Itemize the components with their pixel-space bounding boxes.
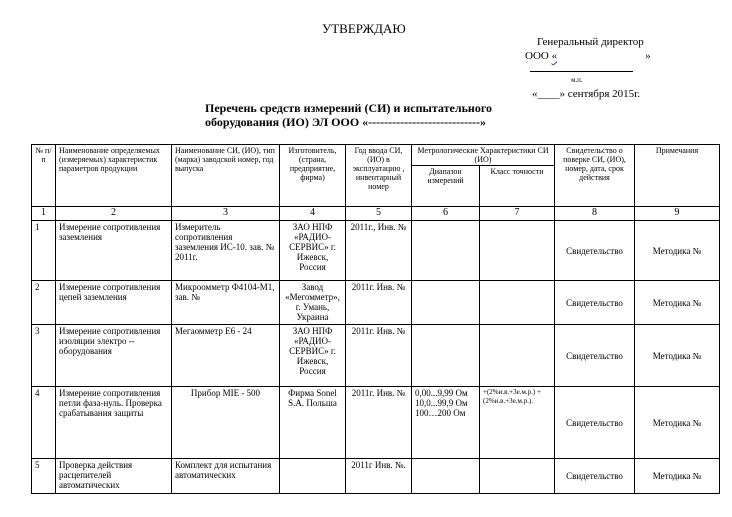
- approval-date: [532, 88, 640, 100]
- row-manufacturer: ЗАО НПФ «РАДИО-СЕРВИС» г. Ижевск, Россия: [280, 325, 346, 387]
- row-year: 2011г. Инв. №: [346, 325, 412, 387]
- header-notes: Примечания: [635, 145, 720, 207]
- row-range: [412, 221, 480, 281]
- row-range: [412, 281, 480, 325]
- row-notes: Методика №: [635, 221, 720, 281]
- row-manufacturer: Фирма Sonel S.A. Польша: [280, 387, 346, 459]
- header-certificate: Свидетельство о поверке СИ, (ИО), номер, дата, срок действия: [555, 145, 635, 207]
- header-manufacturer: Изготовитель, (страна, предприятие, фирма): [280, 145, 346, 207]
- company-prefix: ООО: [525, 50, 549, 62]
- row-notes: Методика №: [635, 387, 720, 459]
- row-manufacturer: ЗАО НПФ «РАДИО-СЕРВИС» г. Ижевск, Россия: [280, 221, 346, 281]
- row-accuracy: [480, 459, 555, 494]
- header-metrology: Метрологические Характеристики СИ (ИО): [412, 145, 555, 166]
- row-manufacturer: [280, 459, 346, 494]
- col-number: 7: [480, 207, 555, 221]
- director-position: Генеральный директор: [537, 36, 644, 48]
- header-num: № п/п: [32, 145, 56, 207]
- stamp-label: м.п.: [571, 76, 583, 84]
- row-manufacturer: Завод «Мегомметр», г. Умань, Украина: [280, 281, 346, 325]
- row-range: [412, 459, 480, 494]
- row-instrument: Прибор MIE - 500: [172, 387, 280, 459]
- row-accuracy: [480, 325, 555, 387]
- row-num: 5: [32, 459, 56, 494]
- col-number: 9: [635, 207, 720, 221]
- row-instrument: Мегаомметр Е6 - 24: [172, 325, 280, 387]
- company-line: [525, 50, 651, 62]
- company-open-quote: «: [551, 50, 558, 62]
- row-year: 2011г. Инв. №: [346, 387, 412, 459]
- company-close-quote: »: [645, 50, 651, 62]
- date-text: сентября 2015г.: [567, 88, 641, 100]
- header-instrument: Наименование СИ, (ИО), тип (марка) заводской номер, год выпуска: [172, 145, 280, 207]
- row-range: [412, 325, 480, 387]
- row-year: 2011г Инв. №.: [346, 459, 412, 494]
- row-instrument: Микроомметр Ф4104-М1, зав. №: [172, 281, 280, 325]
- col-number: 4: [280, 207, 346, 221]
- instruments-table: [31, 144, 720, 494]
- table-row: [32, 459, 720, 494]
- document-title: [205, 101, 492, 129]
- col-number: 6: [412, 207, 480, 221]
- row-year: 2011г. Инв. №: [346, 281, 412, 325]
- row-quantity: Измерение сопротивления петли фаза-нуль. Проверка срабатывания защиты: [56, 387, 172, 459]
- col-number: 5: [346, 207, 412, 221]
- row-year: 2011г., Инв. №: [346, 221, 412, 281]
- row-instrument: Измеритель сопротивления заземления ИС-10. зав. № 2011г.: [172, 221, 280, 281]
- title-line-1: Перечень средств измерений (СИ) и испытательного: [205, 101, 492, 115]
- col-number: 1: [32, 207, 56, 221]
- header-year: Год ввода СИ, (ИО) в эксплуатацию , инвентарный номер: [346, 145, 412, 207]
- row-accuracy: +(2%и.в.+3е.м.р.) +(2%и.в.+3е.м.р.).: [480, 387, 555, 459]
- table-row: [32, 221, 720, 281]
- row-num: 4: [32, 387, 56, 459]
- title-line-2: оборудования (ИО) ЭЛ ООО «----------------------------»: [205, 115, 487, 129]
- signature-line: [530, 71, 633, 72]
- column-numbers-row: [32, 207, 720, 221]
- row-notes: Методика №: [635, 459, 720, 494]
- col-number: 8: [555, 207, 635, 221]
- row-quantity: Проверка действия расцепителей автоматических: [56, 459, 172, 494]
- row-certificate: Свидетельство: [555, 281, 635, 325]
- row-certificate: Свидетельство: [555, 459, 635, 494]
- date-blank: «____»: [532, 88, 568, 100]
- approval-heading: УТВЕРЖДАЮ: [322, 21, 406, 36]
- row-notes: Методика №: [635, 325, 720, 387]
- table-row: [32, 281, 720, 325]
- header-accuracy: Класс точности: [480, 166, 555, 207]
- row-quantity: Измерение сопротивления изоляции электро -- оборудования: [56, 325, 172, 387]
- row-quantity: Измерение сопротивления цепей заземления: [56, 281, 172, 325]
- table-row: [32, 387, 720, 459]
- row-accuracy: [480, 281, 555, 325]
- header-quantity: Наименование определяемых (измеряемых) характеристик параметров продукции: [56, 145, 172, 207]
- row-certificate: Свидетельство: [555, 221, 635, 281]
- row-num: 3: [32, 325, 56, 387]
- row-accuracy: [480, 221, 555, 281]
- row-num: 2: [32, 281, 56, 325]
- col-number: 3: [172, 207, 280, 221]
- row-instrument: Комплект для испытания автоматических: [172, 459, 280, 494]
- row-notes: Методика №: [635, 281, 720, 325]
- table-row: [32, 325, 720, 387]
- row-certificate: Свидетельство: [555, 387, 635, 459]
- row-range: 0,00...9,99 Ом 10,0...99,9 Ом 100…200 Ом: [412, 387, 480, 459]
- header-range: Диапазон измерений: [412, 166, 480, 207]
- row-quantity: Измерение сопротивления заземления: [56, 221, 172, 281]
- col-number: 2: [56, 207, 172, 221]
- row-certificate: Свидетельство: [555, 325, 635, 387]
- row-num: 1: [32, 221, 56, 281]
- header-row: [32, 145, 720, 166]
